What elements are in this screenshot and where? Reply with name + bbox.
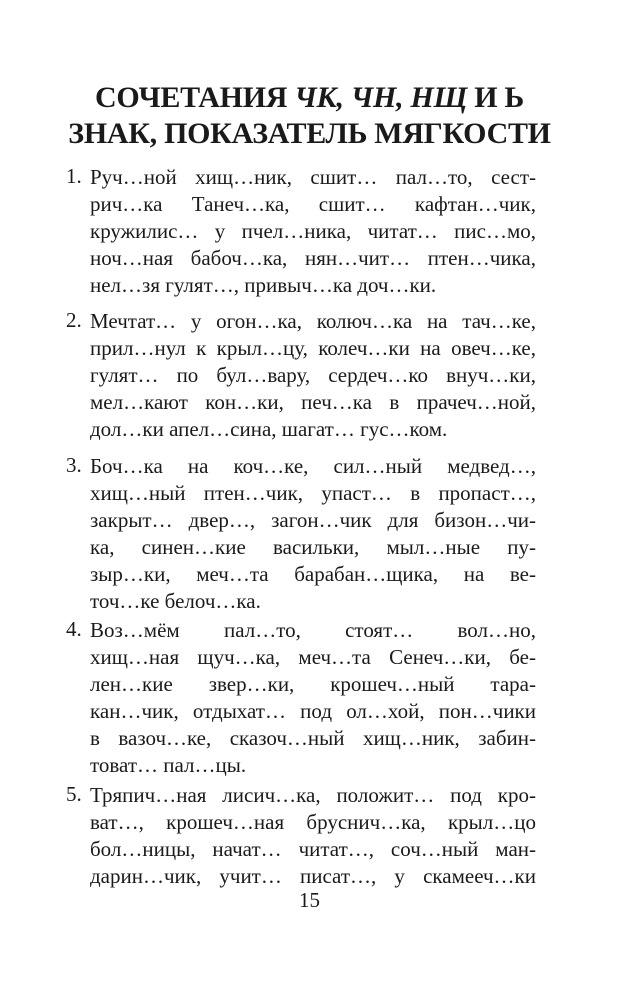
title-letter-combinations: ЧК, ЧН, НЩ xyxy=(294,81,467,114)
exercise-line: Руч…ной хищ…ник, сшит… пал…то, сест- xyxy=(90,165,536,189)
page-title-line-1 xyxy=(40,80,579,116)
page-number: 15 xyxy=(299,888,320,912)
exercise-line: кружилис… у пчел…ника, читат… пис…мо, xyxy=(90,219,536,243)
exercise-number: 3. xyxy=(66,453,82,477)
exercise-line: точ…ке белоч…ка. xyxy=(90,589,261,613)
exercise-text xyxy=(90,782,536,890)
exercise-line: ноч…ная бабоч…ка, нян…чит… птен…чика, xyxy=(90,246,536,270)
exercise-line: закрыт… двер…, загон…чик для бизон…чи- xyxy=(90,508,536,532)
exercise-line: Воз…мём пал…то, стоят… вол…но, xyxy=(90,618,536,642)
exercise-line: лен…кие звер…ки, крошеч…ный тара- xyxy=(90,672,536,696)
exercise-line: нел…зя гулят…, привыч…ка доч…ки. xyxy=(90,273,437,297)
exercise-line: товат… пал…цы. xyxy=(90,753,247,777)
exercise-line: дол…ки апел…сина, шагат… гус…ком. xyxy=(90,417,448,441)
exercise-line: Мечтат… у огон…ка, колюч…ка на тач…ке, xyxy=(90,309,536,333)
exercise-number: 5. xyxy=(66,782,82,806)
exercise-line: гулят… по бул…вару, сердеч…ко внуч…ки, xyxy=(90,363,536,387)
exercise-line: Тряпич…ная лисич…ка, положит… под кро- xyxy=(90,783,536,807)
exercise-text xyxy=(90,164,536,299)
exercise-line: кан…чик, отдыхат… под ол…хой, пон…чики xyxy=(90,699,536,723)
exercise-line: хищ…ный птен…чик, упаст… в пропаст…, xyxy=(90,481,536,505)
exercise-text xyxy=(90,617,536,779)
exercise-line: зыр…ки, меч…та барабан…щика, на ве- xyxy=(90,562,536,586)
exercise-number: 1. xyxy=(66,164,82,188)
exercise-line: ка, синен…кие васильки, мыл…ные пу- xyxy=(90,535,536,559)
exercise-line: дарин…чик, учит… писат…, у скамееч…ки xyxy=(90,864,536,888)
exercise-text xyxy=(90,453,536,615)
exercise-line: прил…нул к крыл…цу, колеч…ки на овеч…ке, xyxy=(90,336,536,360)
title-prefix: СОЧЕТАНИЯ xyxy=(95,81,295,114)
exercise-line: Боч…ка на коч…ке, сил…ный медвед…, xyxy=(90,454,536,478)
exercise-line: хищ…ная щуч…ка, меч…та Сенеч…ки, бе- xyxy=(90,645,536,669)
exercise-line: мел…кают кон…ки, печ…ка в прачеч…ной, xyxy=(90,390,536,414)
exercise-number: 2. xyxy=(66,308,82,332)
page-title-line-2: ЗНАК, ПОКАЗАТЕЛЬ МЯГКОСТИ xyxy=(68,117,551,150)
exercise-line: в вазоч…ке, сказоч…ный хищ…ник, забин- xyxy=(90,726,536,750)
title-suffix: И Ь xyxy=(467,81,524,114)
exercise-number: 4. xyxy=(66,617,82,641)
exercise-line: бол…ницы, начат… читат…, соч…ный ман- xyxy=(90,837,536,861)
exercise-text xyxy=(90,308,536,443)
exercise-line: ват…, крошеч…ная бруснич…ка, крыл…цо xyxy=(90,810,536,834)
exercise-line: рич…ка Танеч…ка, сшит… кафтан…чик, xyxy=(90,192,536,216)
